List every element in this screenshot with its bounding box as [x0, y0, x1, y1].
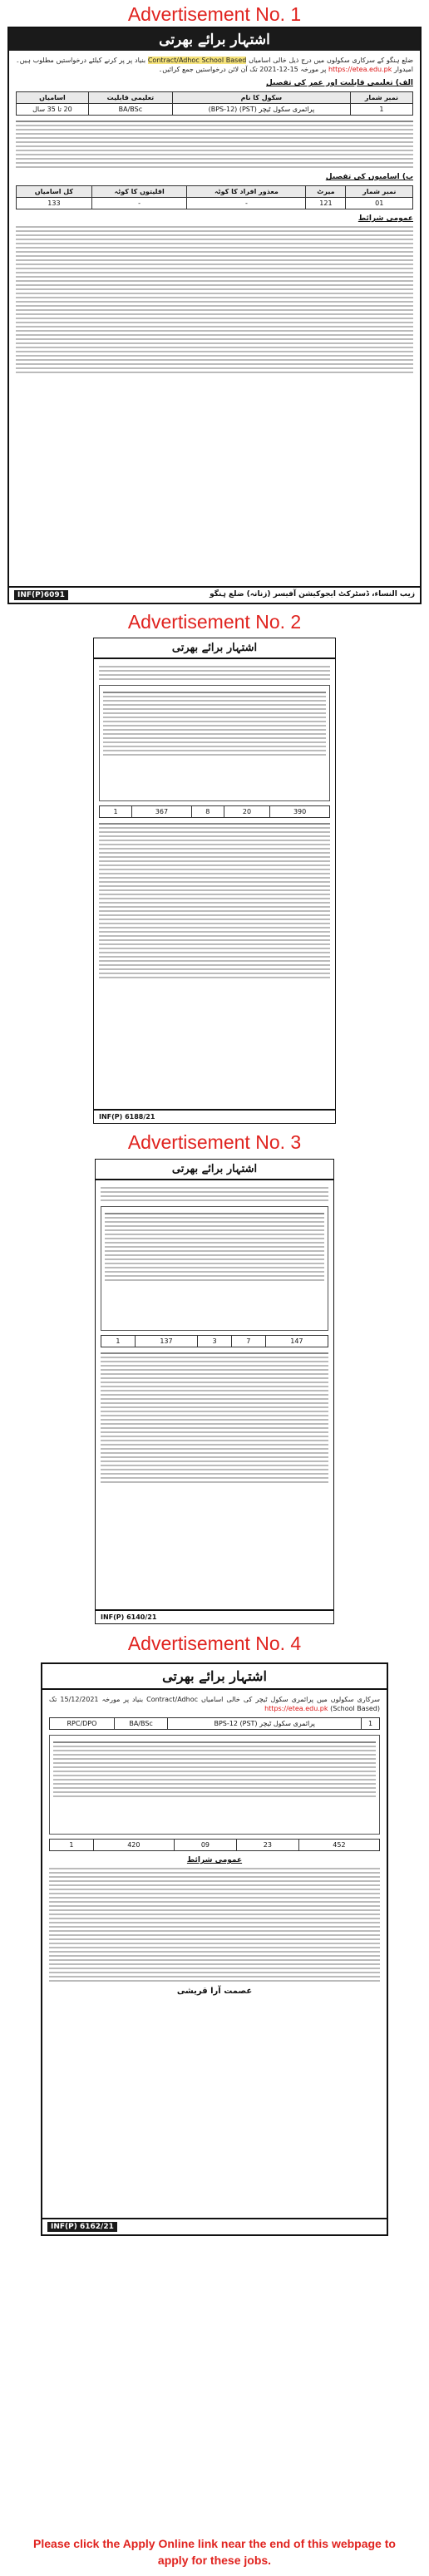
ad4-post-table: 1 پرائمری سکول ٹیچر (PST) BPS-12 BA/BSc RPC/DPO: [49, 1717, 380, 1730]
ad1-footer-code: INF(P)6091: [14, 590, 68, 600]
ad2-vr-3: 367: [132, 806, 192, 818]
ad4-banner: اشتہار برائے بھرتی: [42, 1664, 387, 1690]
ad3-box: [95, 1159, 334, 1624]
ad1-body: [9, 51, 420, 381]
ad4-body: [42, 1690, 387, 2001]
ad4-vr-2: 09: [174, 1840, 236, 1851]
ad2-banner: اشتہار برائے بھرتی: [94, 638, 335, 659]
ad2-terms-text: [99, 823, 330, 978]
ad3-vr-4: 1: [101, 1336, 136, 1347]
ad1-section-terms: عمومی شرائط: [358, 214, 413, 223]
ad3-banner: اشتہار برائے بھرتی: [96, 1160, 333, 1180]
ad1-vh-3: اقلیتوں کا کوٹہ: [91, 186, 187, 198]
ad3-vr-1: 7: [231, 1336, 265, 1347]
ad2-vr-0: 390: [270, 806, 330, 818]
ad1-col-qual: تعلیمی قابلیت: [88, 92, 172, 104]
ad3-vacancy-table: [101, 1335, 328, 1347]
ad3-intro-text: [101, 1187, 328, 1201]
ad3-post-table: [101, 1206, 328, 1331]
ad1-qualification-list: [16, 121, 413, 168]
apply-online-note: Please click the Apply Online link near the end of this webpage to apply for these jobs.: [33, 2537, 396, 2567]
ad2-post-table: [99, 685, 330, 801]
ad2-heading: Advertisement No. 2: [127, 611, 302, 633]
ad2-body: [94, 659, 335, 985]
ad1-vr-4: 133: [17, 198, 92, 209]
ad3-heading: Advertisement No. 3: [127, 1131, 302, 1153]
ad1-vh-1: میرٹ: [306, 186, 346, 198]
ad2-vacancy-table: [99, 805, 330, 818]
ad1-vr-3: -: [91, 198, 187, 209]
ad1-section-eligibility: الف) تعلیمی قابلیت اور عمر کی تفصیل: [266, 79, 413, 87]
ad1-section-schedule: ب) اسامیوں کی تفصیل: [325, 173, 413, 181]
ad3-vr-0: 147: [265, 1336, 328, 1347]
ad1-mode: Contract/Adhoc School Based: [147, 57, 247, 64]
ad2-vr-1: 20: [224, 806, 269, 818]
ad1-box: [7, 27, 422, 604]
ad2-footer-code: INF(P) 6188/21: [99, 1113, 155, 1121]
ad2-footer: [94, 1109, 335, 1123]
ad1-vacancy-table: [16, 185, 413, 209]
ad4-section-terms: عمومی شرائط: [186, 1856, 243, 1864]
ad4-signature: عصمت آرا قریشی: [176, 1987, 253, 1996]
ad4-qualification-table: [49, 1735, 380, 1835]
ad1-terms-text: [16, 226, 413, 373]
ad3-body: [96, 1180, 333, 1490]
ad1-vh-2: معذور افراد کا کوٹہ: [187, 186, 306, 198]
ad1-post-table: نمبر شمار سکول کا نام تعلیمی قابلیت اسامیاں 1 پرائمری سکول ٹیچر (PST) (BPS-12) BA/BSc 20 تا 35 سال: [16, 91, 413, 116]
ad1-age: 20 تا 35 سال: [17, 104, 89, 116]
ad4-website[interactable]: https://etea.edu.pk: [264, 1705, 328, 1712]
ad4-mode: Contract/Adhoc: [146, 1696, 198, 1703]
ad1-col-vac: اسامیاں: [17, 92, 89, 104]
ad3-vr-2: 3: [198, 1336, 232, 1347]
ad4-vr-3: 420: [93, 1840, 174, 1851]
ad2-intro-text: [99, 666, 330, 680]
ad1-footer: [9, 586, 420, 603]
ad3-footer-code: INF(P) 6140/21: [101, 1613, 157, 1621]
ad4-footer-code: INF(P) 6162/21: [47, 2222, 117, 2232]
ad1-col-post: سکول کا نام: [172, 92, 350, 104]
ad1-heading: Advertisement No. 1: [127, 3, 302, 25]
ad4-vr-4: 1: [50, 1840, 94, 1851]
ad4-vacancy-table: [49, 1839, 380, 1851]
ad1-vr-1: 121: [306, 198, 346, 209]
ad1-date: 15-12-2021: [259, 66, 298, 73]
ad1-col-serial: نمبر شمار: [350, 92, 412, 104]
ad4-date: 15/12/2021: [60, 1696, 99, 1703]
ad4-vr-1: 23: [236, 1840, 298, 1851]
ad3-terms-text: [101, 1352, 328, 1483]
ad4-footer: [42, 2218, 387, 2234]
ad1-vr-2: -: [187, 198, 306, 209]
ad1-vh-4: کل اسامیاں: [17, 186, 92, 198]
ad1-intro: ضلع ہنگو کے سرکاری سکولوں میں درج ذیل خالی اسامیاں Contract/Adhoc School Based بنیاد پر پر کرنے کیلئے درخواستیں مطلوب ہیں۔ امیدوار https://etea.edu.pk پر مورخہ 15-12-2021 تک آن لائن درخواستیں جمع کرائیں۔: [16, 57, 413, 73]
ad2-vr-4: 1: [100, 806, 132, 818]
ad1-website[interactable]: https://etea.edu.pk: [328, 66, 392, 73]
ad1-footer-officer: زیب النساء، ڈسٹرکٹ ایجوکیشن آفیسر (زنانہ) ضلع ہنگو: [210, 590, 415, 598]
ad1-vh-0: نمبر شمار: [346, 186, 413, 198]
ad4-intro: سرکاری سکولوں میں پرائمری سکول ٹیچر کی خالی اسامیاں Contract/Adhoc بنیاد پر مورخہ 15/12/2021 تک (School Based) https://etea.edu.pk: [49, 1696, 380, 1712]
ad1-banner: اشتہار برائے بھرتی: [9, 28, 420, 51]
ad1-post-title: پرائمری سکول ٹیچر (PST) (BPS-12): [172, 104, 350, 116]
ad4-terms-text: [49, 1868, 380, 1982]
ad3-footer: [96, 1609, 333, 1623]
ad4-school-based: School Based: [333, 1705, 377, 1712]
ad4-post-title: پرائمری سکول ٹیچر (PST) BPS-12: [168, 1718, 362, 1730]
ad1-vr-0: 01: [346, 198, 413, 209]
ad4-vr-0: 452: [298, 1840, 379, 1851]
ad2-box: [93, 638, 336, 1124]
ad4-box: [41, 1662, 388, 2236]
ad3-vr-3: 137: [135, 1336, 197, 1347]
ad4-heading: Advertisement No. 4: [127, 1633, 302, 1654]
ad2-vr-2: 8: [191, 806, 224, 818]
